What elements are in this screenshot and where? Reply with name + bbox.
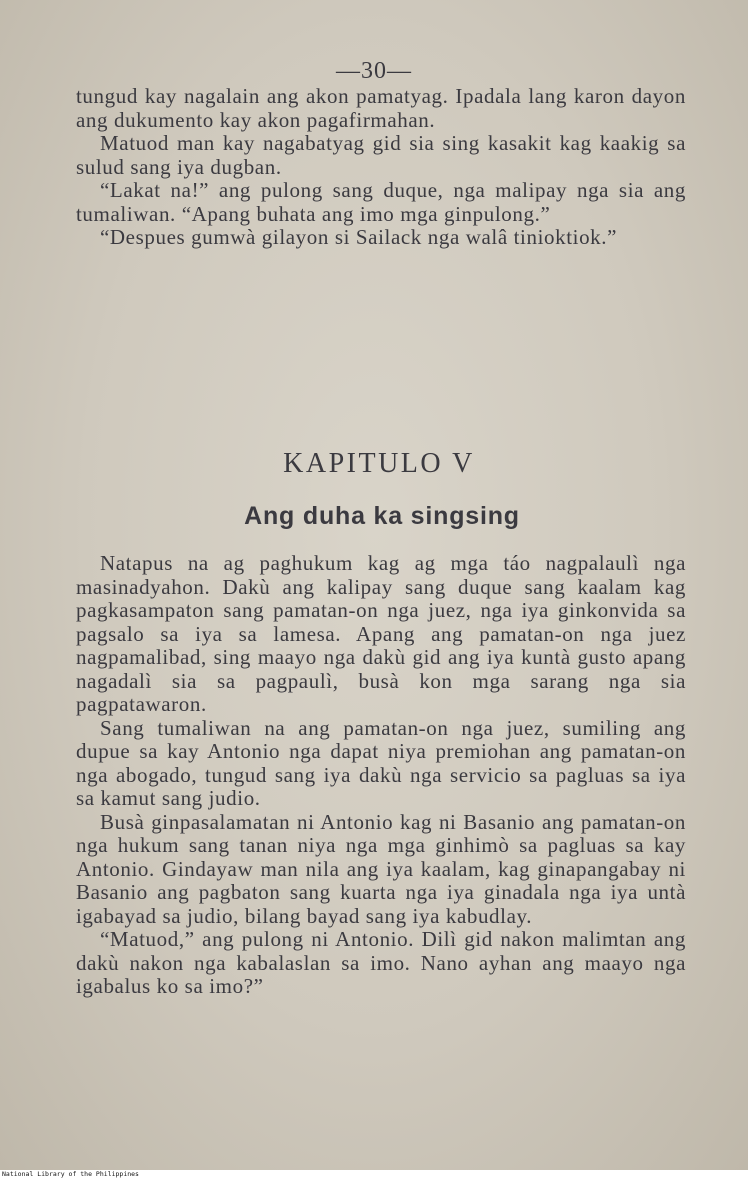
paragraph-continued: tungud kay nagalain ang akon pamatyag. Ipadala lang karon dayon ang dukumento kay akon pagafirmahan. — [76, 84, 686, 132]
scan-credit: National Library of the Philippines — [0, 1170, 748, 1178]
paragraph: Matuod man kay nagabatyag gid sia sing kasakit kag kaakig sa sulud sang iya dugban. — [76, 131, 686, 179]
page-number: —30— — [336, 58, 412, 84]
continued-text-block — [76, 85, 686, 250]
chapter-title: Ang duha ka singsing — [244, 502, 520, 530]
chapter-heading: KAPITULO V — [283, 448, 475, 479]
paragraph: Natapus na ag paghukum kag ag mga táo nagpalaulì nga masinadyahon. Dakù ang kalipay sang duque sang kaalam kag pagkasampaton sang pamatan-on nga juez, nga iya ginkonvida sa pagsalo sa iya sa lamesa. Apang ang pamatan-on nga juez nagpamalibad, sing maayo nga dakù gid ang iya kuntà gusto apang nagadalì sia sa pagpaulì, busà kon mga sarang nga sia pagpatawaron. — [76, 551, 686, 716]
paragraph: Busà ginpasalamatan ni Antonio kag ni Basanio ang pamatan-on nga hukum sang tanan niya nga mga ginhimò sa pagluas sa kay Antonio. Gindayaw man nila ang iya kaalam, kag ginapangabay ni Basanio ang pagbaton sang kuarta nga iya ginadala nga iya untà igabayad sa judio, bilang bayad sang iya kabudlay. — [76, 809, 686, 928]
chapter-body-text — [76, 552, 686, 999]
paragraph: “Lakat na!” ang pulong sang duque, nga malipay nga sia ang tumaliwan. “Apang buhata ang imo mga ginpulong.” — [76, 178, 686, 226]
paragraph: “Matuod,” ang pulong ni Antonio. Dilì gid nakon malimtan ang dakù nakon nga kabalaslan sa imo. Nano ayhan ang maayo nga igabalus ko sa imo?” — [76, 927, 686, 998]
paragraph: “Despues gumwà gilayon si Sailack nga walâ tinioktiok.” — [100, 225, 618, 249]
paragraph: Sang tumaliwan na ang pamatan-on nga juez, sumiling ang dupue sa kay Antonio nga dapat niya premiohan ang pamatan-on nga abogado, tungud sang iya dakù nga servicio sa pagluas sa iya sa kamut sang judio. — [76, 715, 686, 810]
